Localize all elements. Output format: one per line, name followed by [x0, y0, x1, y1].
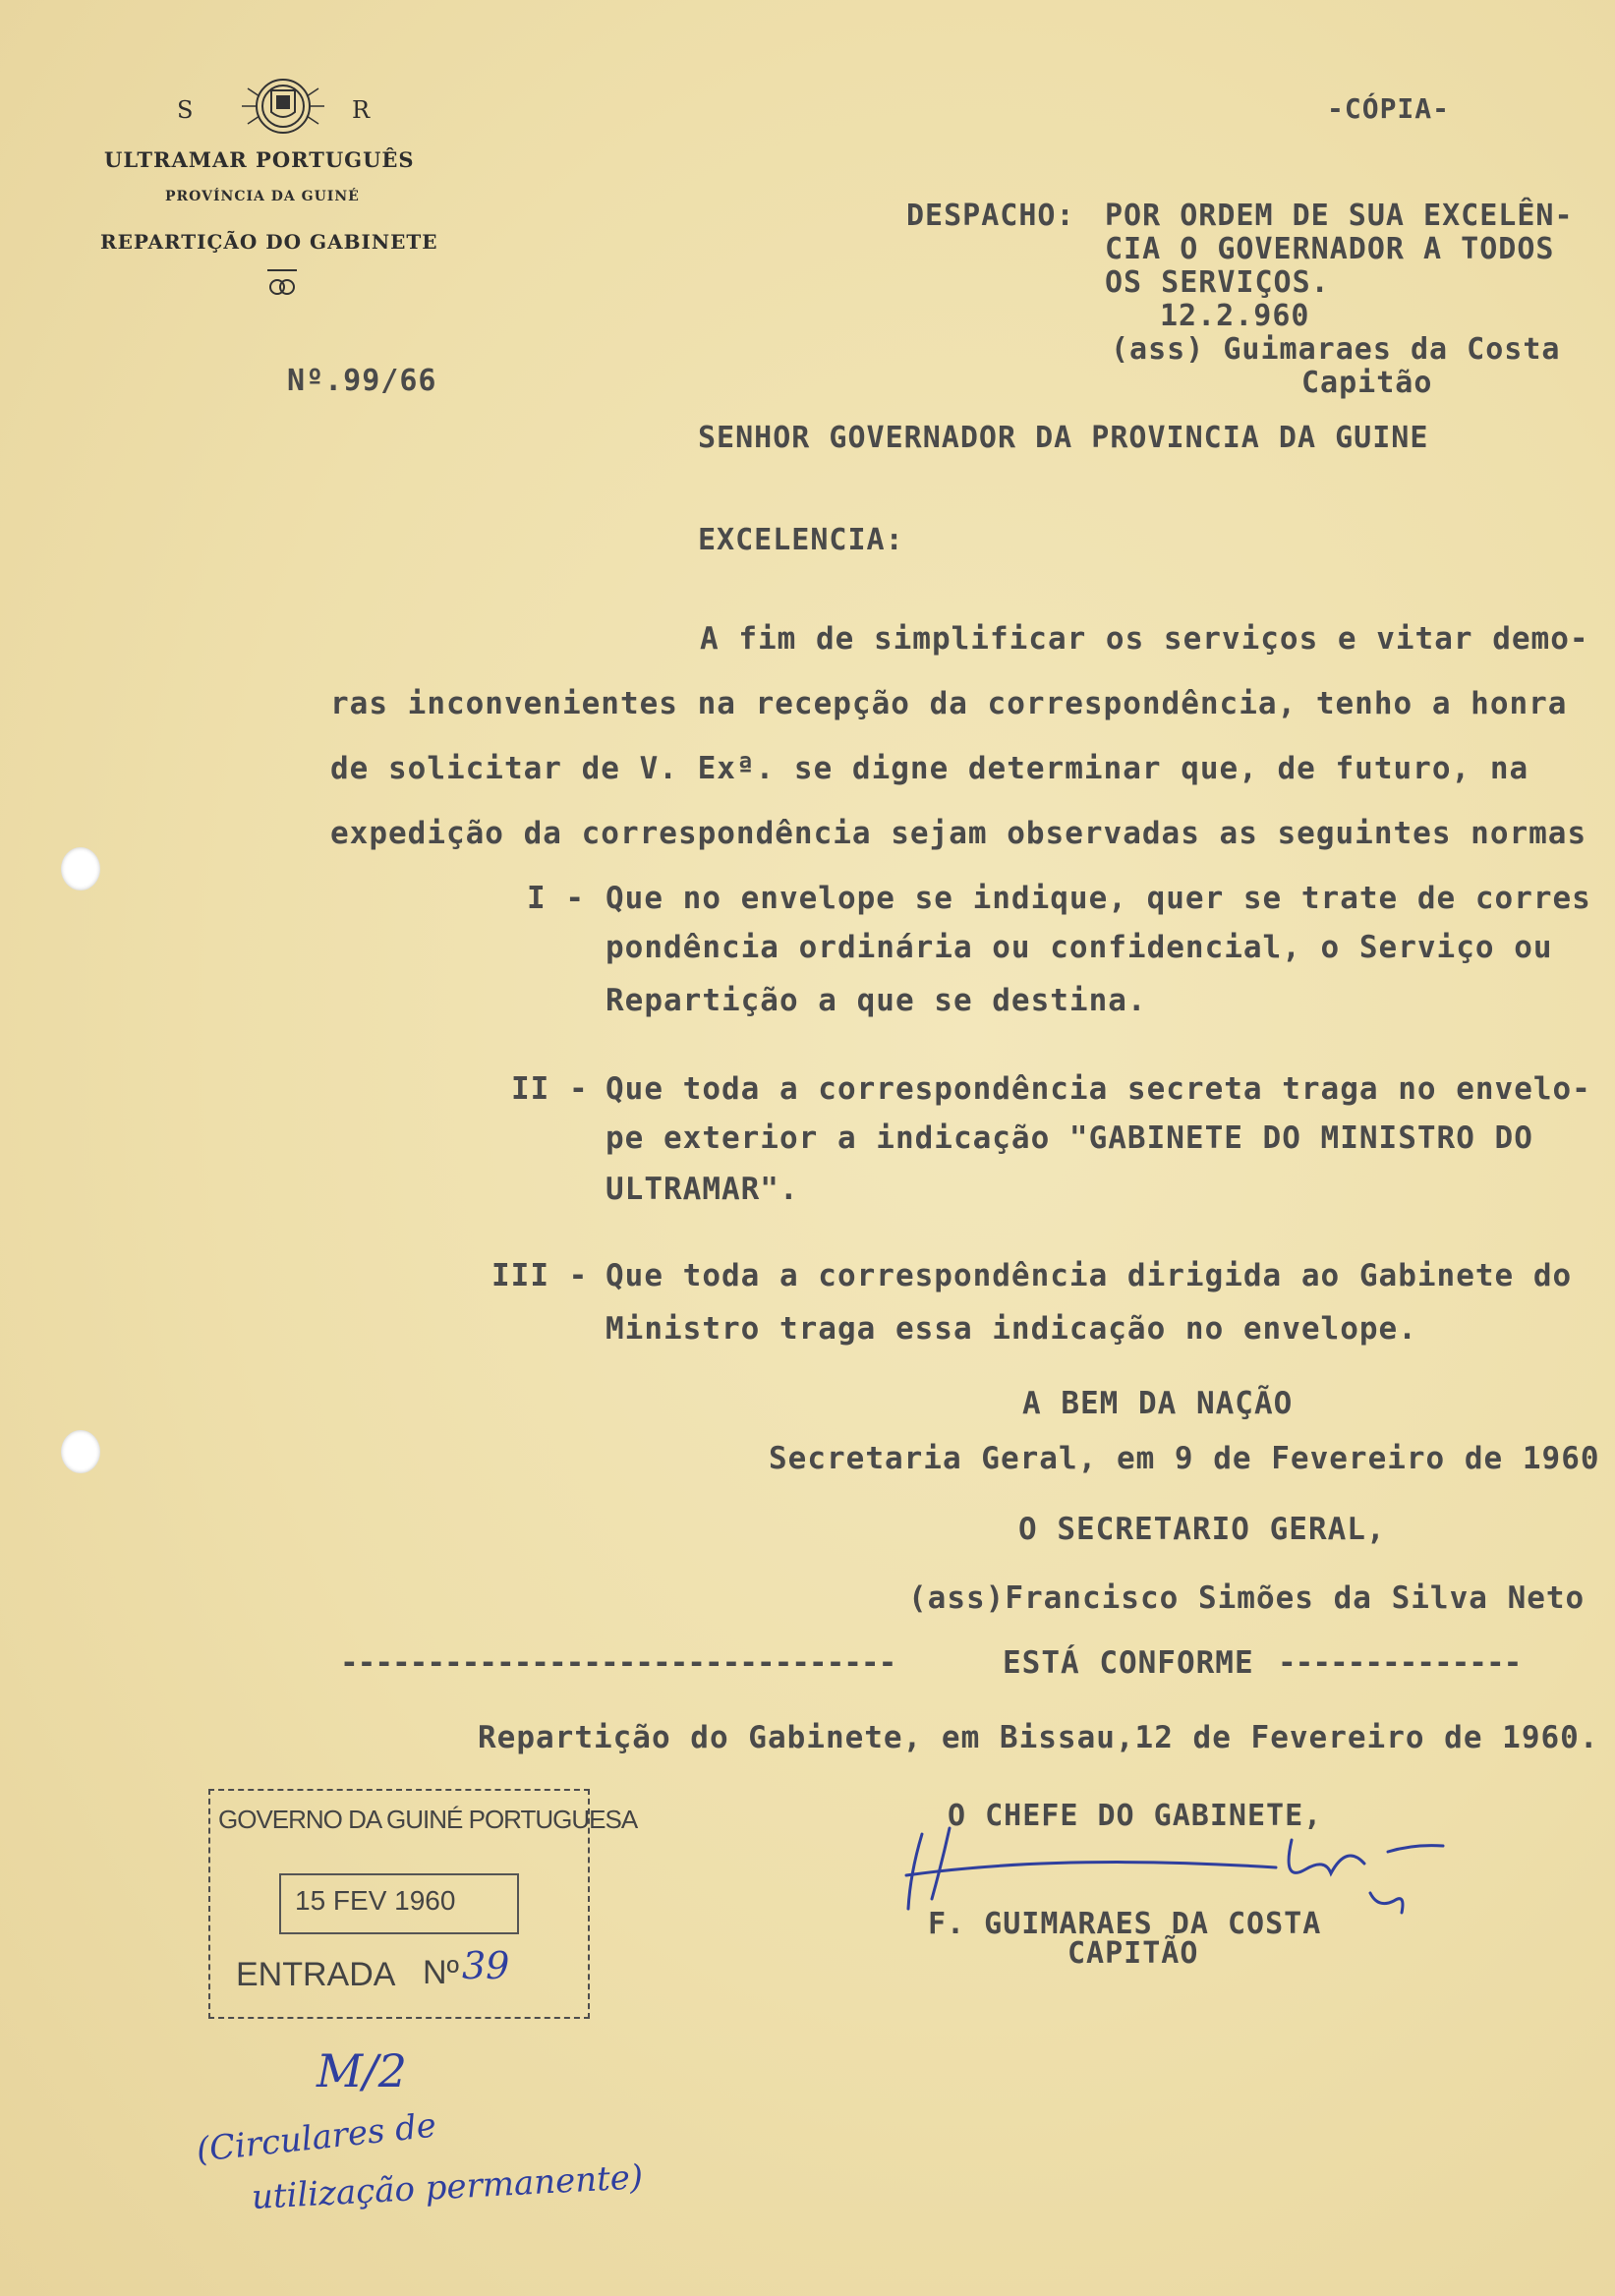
letterhead-provincia: PROVÍNCIA DA GUINÉ: [165, 189, 360, 204]
punch-hole-top: [61, 847, 100, 890]
body-line-1: A fim de simplificar os serviços e vitar demo-: [700, 621, 1589, 657]
item-2-line-3: ULTRAMAR".: [606, 1172, 799, 1207]
chief-title: O CHEFE DO GABINETE,: [948, 1799, 1323, 1833]
chief-name: F. GUIMARAES DA COSTA: [928, 1907, 1322, 1941]
despacho-signed: (ass) Guimaraes da Costa: [1111, 332, 1561, 367]
stamp-entry-no-label: Nº: [423, 1954, 459, 1991]
handwritten-code: M/2: [317, 2044, 407, 2097]
coat-of-arms-icon: [234, 71, 332, 142]
item-1-line-3: Repartição a que se destina.: [606, 983, 1147, 1018]
conforme-right-dashes: --------------: [1278, 1645, 1522, 1681]
letterhead-s: S: [177, 96, 195, 124]
salutation: EXCELENCIA:: [698, 523, 904, 557]
reparticao-date: Repartição do Gabinete, em Bissau,12 de Fevereiro de 1960.: [478, 1720, 1599, 1755]
handwritten-note-line-2: utilização permanente): [250, 2157, 645, 2217]
conforme-label: ESTÁ CONFORME: [1003, 1645, 1254, 1681]
body-line-3: de solicitar de V. Exª. se digne determinar que, de futuro, na: [330, 751, 1529, 786]
despacho-line-3: OS SERVIÇOS.: [1105, 265, 1330, 300]
conforme-left-dashes: --------------------------------: [340, 1645, 896, 1681]
despacho-label: DESPACHO:: [906, 199, 1075, 233]
stamp-header: GOVERNO DA GUINÉ PORTUGUESA: [218, 1805, 638, 1834]
despacho-line-2: CIA O GOVERNADOR A TODOS: [1105, 232, 1555, 266]
stamp-entry-label: ENTRADA: [236, 1956, 396, 1993]
reception-stamp: [208, 1789, 638, 2019]
copy-mark: -CÓPIA-: [1327, 92, 1451, 125]
body-line-2: ras inconvenientes na recepção da correspondência, tenho a honra: [330, 686, 1568, 721]
item-3-line-1: Que toda a correspondência dirigida ao Gabinete do: [606, 1258, 1573, 1293]
item-2-number: II -: [511, 1071, 589, 1107]
item-2-line-2: pe exterior a indicação "GABINETE DO MINISTRO DO: [606, 1120, 1533, 1156]
item-3-number: III -: [491, 1258, 589, 1293]
item-1-number: I -: [527, 881, 585, 916]
punch-hole-bottom: [61, 1430, 100, 1473]
item-3-line-2: Ministro traga essa indicação no envelope.: [606, 1311, 1417, 1347]
addressee: SENHOR GOVERNADOR DA PROVINCIA DA GUINE: [698, 421, 1429, 455]
letterhead-ultramar: ULTRAMAR PORTUGUÊS: [104, 147, 415, 172]
despacho-date: 12.2.960: [1160, 299, 1310, 333]
despacho-line-1: POR ORDEM DE SUA EXCELÊN-: [1105, 199, 1574, 233]
despacho-rank: Capitão: [1301, 366, 1433, 400]
chief-rank: CAPITÃO: [1067, 1936, 1199, 1971]
letterhead-r: R: [352, 96, 372, 124]
stamp-date: 15 FEV 1960: [295, 1885, 456, 1916]
letterhead-reparticao: REPARTIÇÃO DO GABINETE: [100, 230, 438, 254]
item-1-line-1: Que no envelope se indique, quer se trate de corres: [606, 881, 1591, 916]
item-1-line-2: pondência ordinária ou confidencial, o Serviço ou: [606, 930, 1553, 965]
reference-number: Nº.99/66: [287, 364, 437, 398]
closing-place-date: Secretaria Geral, em 9 de Fevereiro de 1960: [769, 1441, 1600, 1476]
closing-motto: A BEM DA NAÇÃO: [1022, 1386, 1294, 1421]
handwritten-note-line-1: (Circulares de: [194, 2105, 438, 2170]
office-seal-icon: [265, 267, 299, 299]
body-line-4: expedição da correspondência sejam observadas as seguintes normas: [330, 816, 1587, 851]
closing-signed: (ass)Francisco Simões da Silva Neto: [908, 1580, 1586, 1616]
item-2-line-1: Que toda a correspondência secreta traga no envelo-: [606, 1071, 1591, 1107]
closing-title: O SECRETARIO GERAL,: [1018, 1512, 1386, 1547]
stamp-entry-number: 39: [462, 1944, 510, 1987]
